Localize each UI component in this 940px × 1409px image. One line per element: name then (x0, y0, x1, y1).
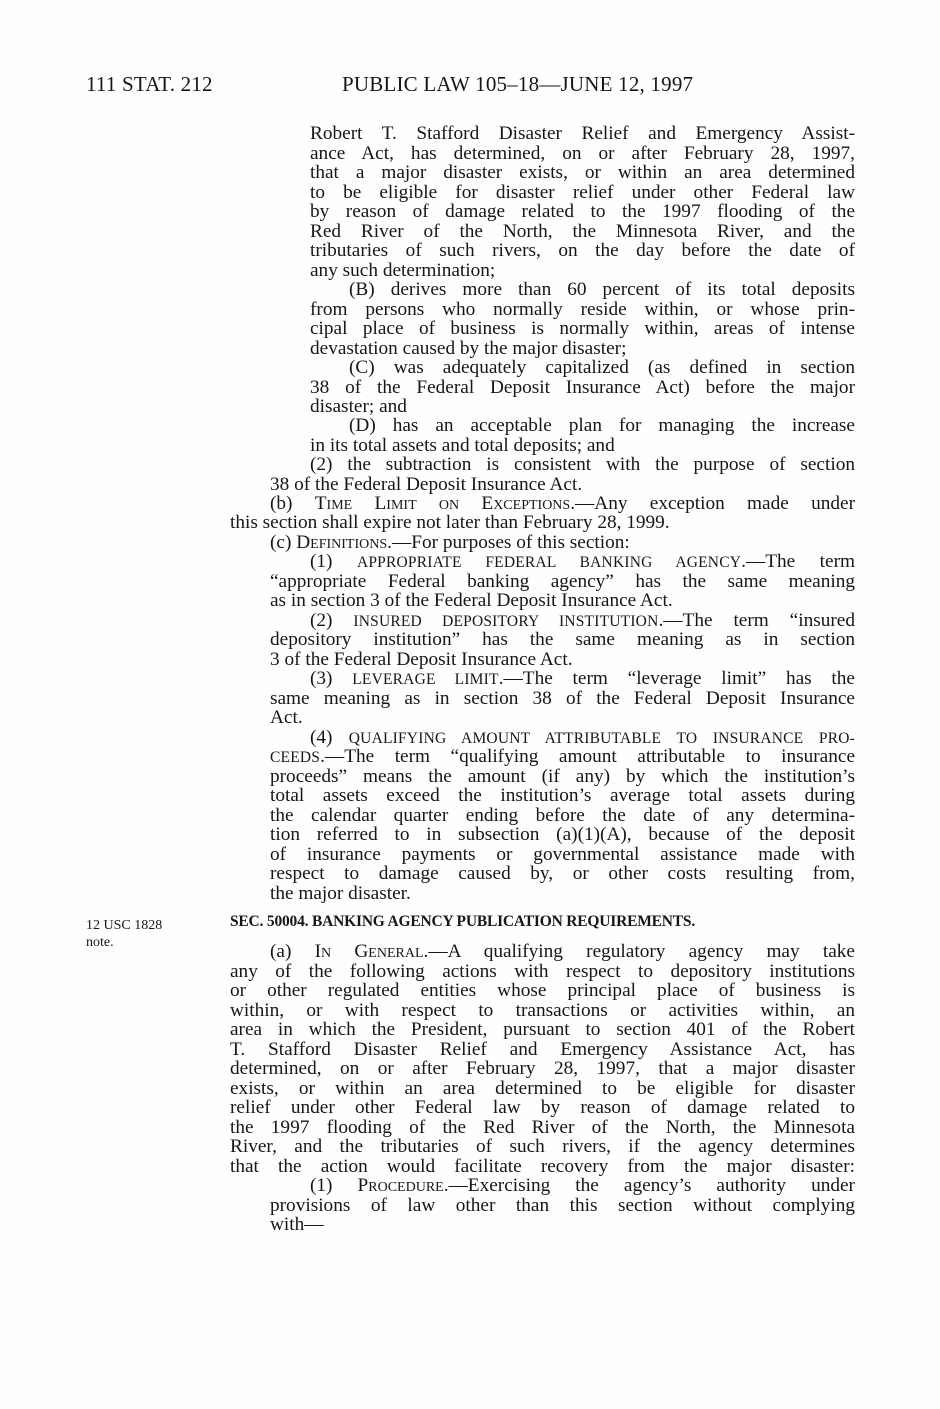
text-line: CEEDS.—The term “qualifying amount attributable to insurance (270, 746, 855, 767)
text-line: the major disaster. (270, 883, 411, 904)
text-line: Robert T. Stafford Disaster Relief and Emergency Assist- (310, 123, 855, 144)
text-line: to be eligible for disaster relief under other Federal law (310, 182, 855, 203)
caption-small-caps: Procedure (357, 1175, 444, 1196)
caption-small-caps: CEEDS (270, 749, 321, 766)
text-line: or other regulated entities whose principal place of business is (230, 980, 855, 1001)
text-line: respect to damage caused by, or other costs resulting from, (270, 863, 855, 884)
text-line: ance Act, has determined, on or after February 28, 1997, (310, 143, 855, 164)
caption-small-caps: Time Limit on Exceptions (314, 493, 571, 514)
text-line: any such determination; (310, 260, 496, 281)
text-line: (D) has an acceptable plan for managing the increase (349, 415, 855, 436)
text-line: (1) APPROPRIATE FEDERAL BANKING AGENCY.—The term (310, 551, 855, 572)
caption-small-caps: Definitions (296, 532, 388, 553)
text-line: this section shall expire not later than February 28, 1999. (230, 512, 670, 533)
text-line: tributaries of such rivers, on the day before the date of (310, 240, 855, 261)
text-line: (3) LEVERAGE LIMIT.—The term “leverage limit” has the (310, 668, 855, 689)
text-line: proceeds” means the amount (if any) by which the institution’s (270, 766, 855, 787)
caption-small-caps: INSURED DEPOSITORY INSTITUTION (353, 613, 659, 630)
text-line: Act. (270, 707, 303, 728)
caption-small-caps: QUALIFYING AMOUNT ATTRIBUTABLE TO INSURANCE PRO- (348, 730, 855, 747)
text-line: as in section 3 of the Federal Deposit Insurance Act. (270, 590, 673, 611)
text-line: T. Stafford Disaster Relief and Emergency Assistance Act, has (230, 1039, 855, 1060)
text-line: devastation caused by the major disaster; (310, 338, 627, 359)
caption-small-caps: APPROPRIATE FEDERAL BANKING AGENCY (356, 554, 742, 571)
text-line: that a major disaster exists, or within an area determined (310, 162, 855, 183)
margin-citation: 12 USC 1828 (86, 918, 163, 933)
text-line: (1) Procedure.—Exercising the agency’s authority under (310, 1175, 855, 1196)
text-line: provisions of law other than this section without complying (270, 1195, 855, 1216)
text-line: Red River of the North, the Minnesota River, and the (310, 221, 855, 242)
page-reference: 111 STAT. 212 (86, 72, 213, 96)
text-line: any of the following actions with respect to depository institutions (230, 961, 855, 982)
text-line: the calendar quarter ending before the date of any determina- (270, 805, 855, 826)
text-line: by reason of damage related to the 1997 flooding of the (310, 201, 855, 222)
caption-small-caps: LEVERAGE LIMIT (352, 671, 499, 688)
text-line: with— (270, 1214, 324, 1235)
text-line: cipal place of business is normally within, areas of intense (310, 318, 855, 339)
text-line: relief under other Federal law by reason of damage related to (230, 1097, 855, 1118)
text-line: (c) Definitions.—For purposes of this section: (270, 532, 630, 553)
text-line: same meaning as in section 38 of the Federal Deposit Insurance (270, 688, 855, 709)
text-line: disaster; and (310, 396, 407, 417)
text-line: depository institution” has the same meaning as in section (270, 629, 855, 650)
text-line: (4) QUALIFYING AMOUNT ATTRIBUTABLE TO INSURANCE PRO- (310, 727, 855, 748)
section-heading: SEC. 50004. BANKING AGENCY PUBLICATION REQUIREMENTS. (230, 913, 695, 930)
text-line: “appropriate Federal banking agency” has the same meaning (270, 571, 855, 592)
text-line: 38 of the Federal Deposit Insurance Act) before the major (310, 377, 855, 398)
text-line: (b) Time Limit on Exceptions.—Any exception made under (270, 493, 855, 514)
text-line: 38 of the Federal Deposit Insurance Act. (270, 474, 583, 495)
text-line: tion referred to in subsection (a)(1)(A), because of the deposit (270, 824, 855, 845)
margin-citation-note: note. (86, 935, 114, 950)
text-line: total assets exceed the institution’s average total assets during (270, 785, 855, 806)
text-line: determined, on or after February 28, 1997, that a major disaster (230, 1058, 855, 1079)
text-line: exists, or within an area determined to be eligible for disaster (230, 1078, 855, 1099)
text-line: within, or with respect to transactions or activities within, an (230, 1000, 855, 1021)
text-line: area in which the President, pursuant to section 401 of the Robert (230, 1019, 855, 1040)
text-line: (C) was adequately capitalized (as defined in section (349, 357, 855, 378)
text-line: (a) In General.—A qualifying regulatory agency may take (270, 941, 855, 962)
text-line: the 1997 flooding of the Red River of the North, the Minnesota (230, 1117, 855, 1138)
text-line: (B) derives more than 60 percent of its total deposits (349, 279, 855, 300)
text-line: (2) INSURED DEPOSITORY INSTITUTION.—The term “insured (310, 610, 855, 631)
text-line: of insurance payments or governmental assistance made with (270, 844, 855, 865)
text-line: from persons who normally reside within, or whose prin- (310, 299, 855, 320)
text-line: 3 of the Federal Deposit Insurance Act. (270, 649, 573, 670)
page-header-title: PUBLIC LAW 105–18—JUNE 12, 1997 (342, 72, 694, 96)
text-line: River, and the tributaries of such rivers, if the agency determines (230, 1136, 855, 1157)
text-line: in its total assets and total deposits; and (310, 435, 615, 456)
text-line: (2) the subtraction is consistent with the purpose of section (310, 454, 855, 475)
caption-small-caps: In General (314, 941, 424, 962)
text-line: that the action would facilitate recovery from the major disaster: (230, 1156, 855, 1177)
